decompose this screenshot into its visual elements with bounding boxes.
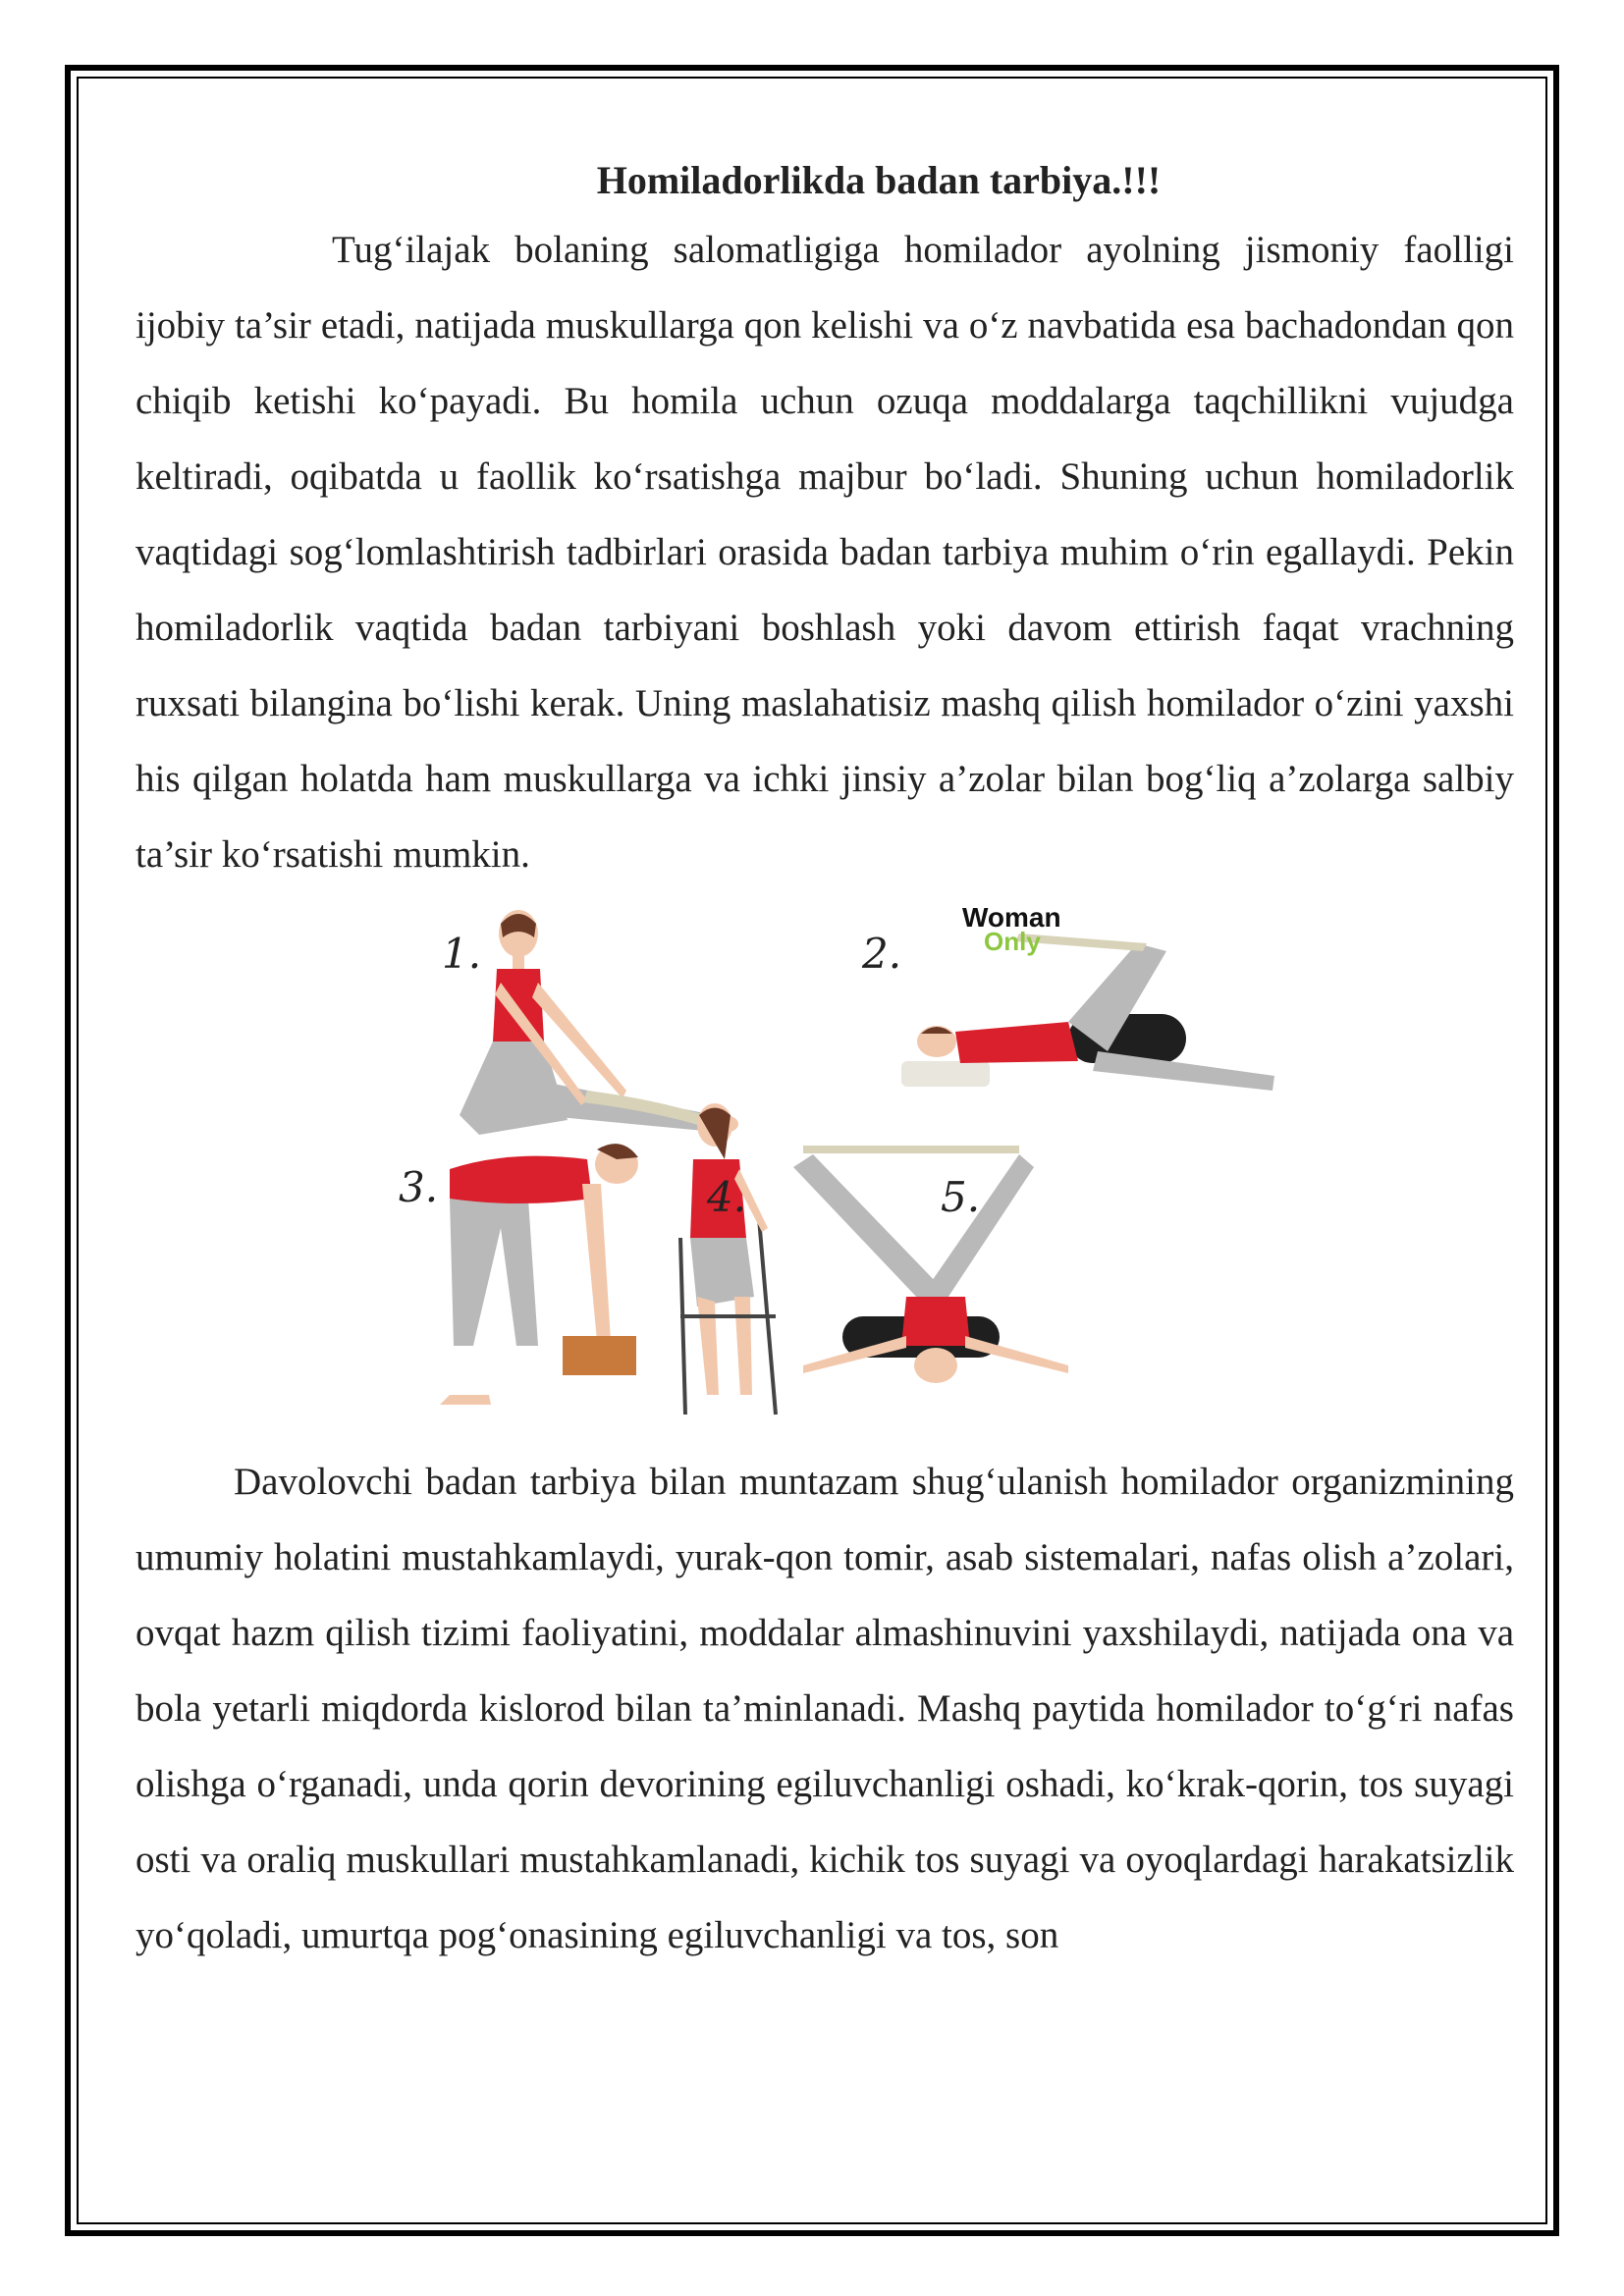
exercise-5-figure [793, 1149, 1068, 1383]
paragraph-1: Tug‘ilajak bolaning salomatligiga homilador ayolning jismoniy faolligi ijobiy ta’sir etadi, natijada muskullarga qon kelishi va o‘z navbatida esa bachadondan qon chiqib ketishi ko‘payadi. Bu homila uchun ozuqa moddalarga taqchillikni vujudga keltiradi, oqibatda u faollik ko‘rsatishga majbur bo‘ladi. Shuning uchun homiladorlik vaqtidagi sog‘lomlashtirish tadbirlari orasida badan tarbiya muhim o‘rin egallaydi. Pekin homiladorlik vaqtida badan tarbiyani boshlash yoki davom ettirish faqat vrachning ruxsati bilangina bo‘lishi kerak. Uning maslahatisiz mashq qilish homilador o‘zini yaxshi his qilgan holatda ham muskullarga va ichki jinsiy a’zolar bilan bog‘liq a’zolarga salbiy ta’sir ko‘rsatishi mumkin. [135, 229, 1514, 876]
figure-label-3: 3. [399, 1163, 439, 1211]
exercise-2-figure [901, 934, 1274, 1091]
exercise-figures-image [391, 904, 1353, 1434]
figure-label-2: 2. [862, 930, 902, 978]
figure-label-5: 5. [941, 1173, 981, 1221]
exercise-3-figure [440, 1144, 638, 1405]
paragraph-2: Davolovchi badan tarbiya bilan muntazam shug‘ulanish homilador organizmining umumiy holatini mustahkamlaydi, yurak-qon tomir, asab sistemalari, nafas olish a’zolari, ovqat hazm qilish tizimi faoliyatini, moddalar almashinuvini yaxshilaydi, natijada ona va bola yetarli miqdorda kislorod bilan ta’minlanadi. Mashq paytida homilador to‘g‘ri nafas olishga o‘rganadi, unda qorin devorining egiluvchanligi oshadi, ko‘krak-qorin, tos suyagi osti va oraliq muskullari mustahkamlanadi, kichik tos suyagi va oyoqlardagi harakatsizlik yo‘qoladi, umurtqa pog‘onasining egiluvchanligi va tos, son [135, 1461, 1514, 1956]
document-title: Homiladorlikda badan tarbiya.!!! [596, 158, 1162, 202]
figure-label-4: 4. [707, 1173, 747, 1221]
figure-label-1: 1. [442, 930, 482, 978]
document-body [135, 149, 1514, 1973]
exercise-illustration [391, 904, 1353, 1434]
exercise-1-figure [460, 910, 738, 1135]
exercise-4-figure [680, 1103, 776, 1415]
woman-only-logo: Woman Only [962, 902, 1061, 956]
